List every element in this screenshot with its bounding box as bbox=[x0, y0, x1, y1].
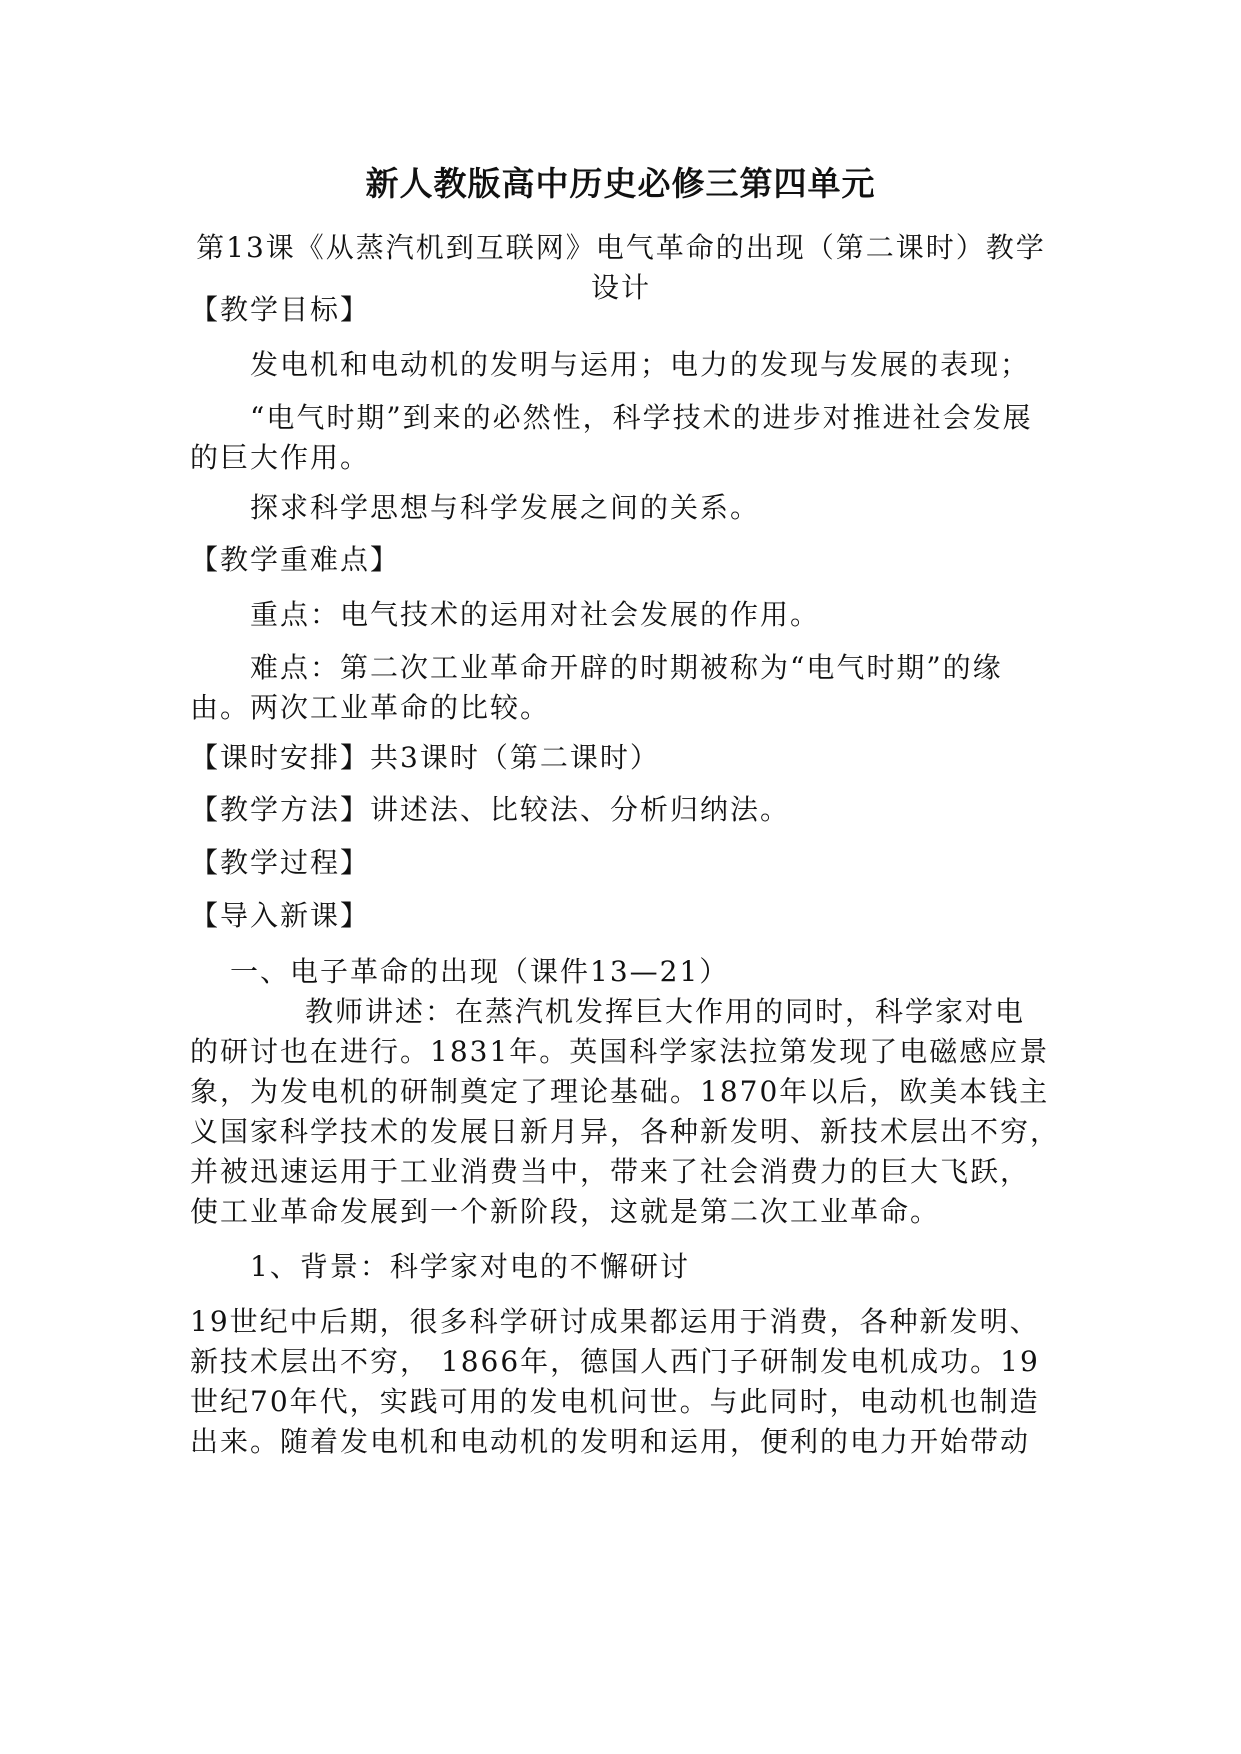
para1-line-6: 使工业革命发展到一个新阶段，这就是第二次工业革命。 bbox=[190, 1195, 941, 1228]
para1-line-3: 象，为发电机的研制奠定了理论基础。1870年以后，欧美本钱主 bbox=[190, 1075, 1050, 1108]
para1-line-5: 并被迅速运用于工业消费当中，带来了社会消费力的巨大飞跃， bbox=[190, 1155, 1031, 1188]
para2-line-3: 世纪70年代，实践可用的发电机问世。与此同时，电动机也制造 bbox=[190, 1385, 1040, 1418]
objective-2: “电气时期”到来的必然性，科学技术的进步对推进社会发展的巨大作用。 bbox=[190, 401, 1033, 474]
heading-objectives: 【教学目标】 bbox=[190, 293, 371, 326]
para2-line-2: 新技术层出不穷， 1866年，德国人西门子研制发电机成功。19 bbox=[190, 1345, 1040, 1378]
objective-1: 发电机和电动机的发明与运用；电力的发现与发展的表现； bbox=[250, 348, 1031, 381]
heading-process: 【教学过程】 bbox=[190, 846, 371, 879]
section-1-heading: 一、电子革命的出现（课件13—21） bbox=[230, 955, 730, 988]
heading-intro: 【导入新课】 bbox=[190, 899, 371, 932]
para2-line-4: 出来。随着发电机和电动机的发明和运用，便利的电力开始带动 bbox=[190, 1425, 1031, 1458]
para1-line-1: 教师讲述：在蒸汽机发挥巨大作用的同时，科学家对电 bbox=[305, 995, 1026, 1028]
para1-line-2: 的研讨也在进行。1831年。英国科学家法拉第发现了电磁感应景 bbox=[190, 1035, 1050, 1068]
key-point-difficulty: 难点：第二次工业革命开辟的时期被称为“电气时期”的缘由。两次工业革命的比较。 bbox=[190, 651, 1003, 724]
document-title: 新人教版高中历史必修三第四单元 bbox=[365, 164, 876, 203]
heading-key-points: 【教学重难点】 bbox=[190, 543, 401, 576]
key-point-focus: 重点：电气技术的运用对社会发展的作用。 bbox=[250, 598, 821, 631]
schedule-line: 【课时安排】共3课时（第二课时） bbox=[190, 741, 660, 774]
objective-3: 探求科学思想与科学发展之间的关系。 bbox=[250, 491, 761, 524]
para1-line-4: 义国家科学技术的发展日新月异，各种新发明、新技术层出不穷， bbox=[190, 1115, 1061, 1148]
para2-line-1: 19世纪中后期，很多科学研讨成果都运用于消费，各种新发明、 bbox=[190, 1305, 1040, 1338]
subsection-1-heading: 1、背景：科学家对电的不懈研讨 bbox=[250, 1250, 690, 1283]
methods-line: 【教学方法】讲述法、比较法、分析归纳法。 bbox=[190, 793, 791, 826]
document-subtitle: 第13课《从蒸汽机到互联网》电气革命的出现（第二课时）教学设计 bbox=[196, 231, 1046, 304]
